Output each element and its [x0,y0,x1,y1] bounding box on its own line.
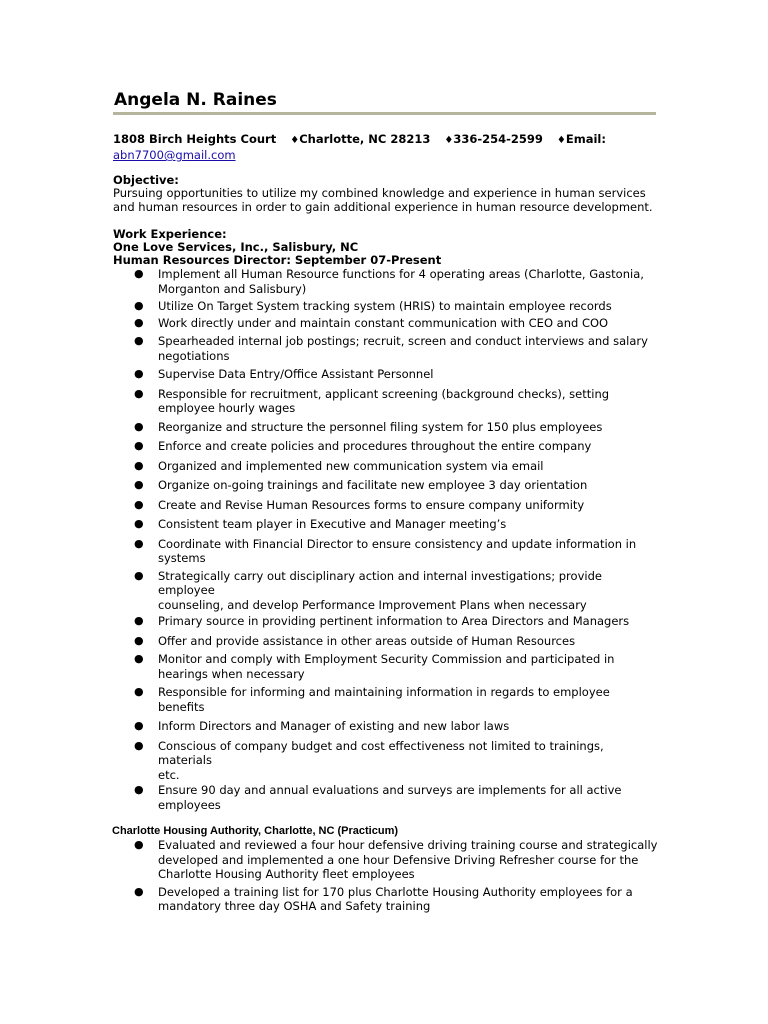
work-bullet-text-line: Create and Revise Human Resources forms to ensure company uniformity [158,497,585,512]
work-bullet-item [113,316,658,331]
work-bullet-text-line: Primary source in providing pertinent information to Area Directors and Managers [158,614,630,628]
work-bullet-text-line: Reorganize and structure the personnel filing system for 150 plus employees [158,419,603,434]
work-bullet-text-line: Offer and provide assistance in other areas outside of Human Resources [158,633,576,648]
practicum-bullet-list [113,838,658,914]
bullet-dot-icon: ● [134,478,144,491]
work-bullet-item [113,498,658,513]
work-bullet-item [113,459,658,474]
bullet-dot-icon: ● [134,458,144,472]
work-bullet-text-line: Spearheaded internal job postings; recruit, screen and conduct interviews and salary [158,334,648,348]
work-bullet-text-line: Supervise Data Entry/Office Assistant Personnel [158,367,434,381]
work-bullet-text-line: negotiations [158,348,230,363]
work-bullet-text-line: Inform Directors and Manager of existing and new labor laws [158,719,510,733]
diamond-bullet-icon: ♦ [444,135,454,146]
work-bullet-text-line: Morganton and Salisbury) [158,281,307,296]
work-bullet-text-line: Organized and implemented new communication system via email [158,458,544,473]
bullet-dot-icon: ● [134,685,144,698]
work-bullet-text-line: hearings when necessary [158,666,305,681]
phone: 336-254-2599 [453,132,543,146]
work-bullet-text-line: Monitor and comply with Employment Security Commission and participated in [158,652,615,666]
bullet-dot-icon: ● [134,334,144,347]
email-label: Email: [565,132,606,146]
work-bullet-text-line: Enforce and create policies and procedures throughout the entire company [158,439,592,453]
bullet-dot-icon: ● [134,267,144,280]
work-bullet-item [113,478,658,493]
work-bullet-item [113,685,658,714]
bullet-dot-icon: ● [134,386,144,400]
bullet-dot-icon: ● [134,783,144,796]
work-bullet-item [113,739,658,783]
work-bullet-item [113,537,658,566]
bullet-dot-icon: ● [134,299,144,312]
practicum-bullet-item [113,885,658,914]
work-bullet-text-line: Coordinate with Financial Director to ensure consistency and update information in [158,536,637,551]
employer: One Love Services, Inc., Salisbury, NC [113,240,359,254]
work-bullet-item [113,569,658,613]
work-bullet-text-line: Ensure 90 day and annual evaluations and surveys are implements for all active [158,783,622,797]
work-bullet-text-line: counseling, and develop Performance Improvement Plans when necessary [158,597,587,612]
diamond-bullet-icon: ♦ [556,135,566,146]
work-bullet-list [113,267,658,812]
work-bullet-item [113,267,658,296]
work-bullet-text-line: Conscious of company budget and cost effectiveness not limited to trainings, materials [158,738,604,767]
work-bullet-text-line: Consistent team player in Executive and Manager meeting’s [158,517,507,531]
practicum-heading: Charlotte Housing Authority, Charlotte, NC (Practicum) [112,825,399,837]
work-bullet-item [113,719,658,734]
bullet-dot-icon: ● [134,738,144,752]
work-bullet-item [113,334,658,363]
bullet-dot-icon: ● [134,568,144,582]
practicum-bullet-text-line: Developed a training list for 170 plus Charlotte Housing Authority employees for a [158,884,633,899]
contact-line [113,132,658,148]
bullet-dot-icon: ● [134,614,144,627]
work-bullet-item [113,439,658,454]
objective-text-line-2: and human resources in order to gain additional experience in human resource development. [113,199,653,214]
bullet-dot-icon: ● [134,536,144,550]
city: Charlotte, NC 28213 [299,132,431,146]
work-bullet-item [113,634,658,649]
bullet-dot-icon: ● [134,315,144,329]
work-bullet-text-line: Utilize On Target System tracking system (HRIS) to maintain employee records [158,299,612,313]
work-bullet-text-line: Implement all Human Resource functions for 4 operating areas (Charlotte, Gastonia, [158,267,644,281]
work-bullet-item [113,517,658,532]
work-bullet-text-line: Organize on-going trainings and facilitate new employee 3 day orientation [158,478,588,492]
work-bullet-item [113,783,658,812]
work-bullet-item [113,387,658,416]
bullet-dot-icon: ● [134,633,144,647]
bullet-dot-icon: ● [134,497,144,511]
candidate-name: Angela N. Raines [114,90,277,110]
job-title: Human Resources Director: September 07-Present [113,253,442,267]
bullet-dot-icon: ● [134,517,144,530]
address: 1808 Birch Heights Court [113,132,277,146]
work-experience-heading: Work Experience: [113,227,227,241]
diamond-bullet-icon: ♦ [290,135,300,146]
work-bullet-text-line: Responsible for informing and maintaining information in regards to employee benefits [158,685,610,714]
bullet-dot-icon: ● [134,884,144,898]
bullet-dot-icon: ● [134,719,144,732]
bullet-dot-icon: ● [134,838,144,851]
practicum-bullet-text-line: mandatory three day OSHA and Safety training [158,899,431,913]
practicum-bullet-item [113,838,658,882]
objective-text-line-1: Pursuing opportunities to utilize my combined knowledge and experience in human services [113,186,646,200]
work-bullet-text-line: systems [158,551,206,565]
resume-page [113,88,658,914]
work-bullet-text-line: Strategically carry out disciplinary action and internal investigations; provide employee [158,568,602,597]
work-bullet-item [113,652,658,681]
work-bullet-text-line: employees [158,797,221,812]
bullet-dot-icon: ● [134,367,144,380]
practicum-bullet-text-line: Evaluated and reviewed a four hour defensive driving training course and strategically [158,838,658,852]
header-rule [113,112,656,115]
work-bullet-item [113,420,658,435]
bullet-dot-icon: ● [134,652,144,665]
work-bullet-item [113,614,658,629]
work-bullet-text-line: employee hourly wages [158,401,296,415]
work-bullet-text-line: Responsible for recruitment, applicant screening (background checks), setting [158,386,610,401]
practicum-bullet-text-line: Charlotte Housing Authority fleet employees [158,867,415,881]
bullet-dot-icon: ● [134,439,144,452]
practicum-bullet-text-line: developed and implemented a one hour Defensive Driving Refresher course for the [158,852,639,867]
work-bullet-item [113,299,658,314]
work-bullet-text-line: etc. [158,767,180,782]
email-link[interactable]: abn7700@gmail.com [113,148,236,162]
work-bullet-item [113,367,658,382]
objective-heading: Objective: [113,173,179,187]
bullet-dot-icon: ● [134,419,144,433]
work-bullet-text-line: Work directly under and maintain constant communication with CEO and COO [158,315,609,330]
